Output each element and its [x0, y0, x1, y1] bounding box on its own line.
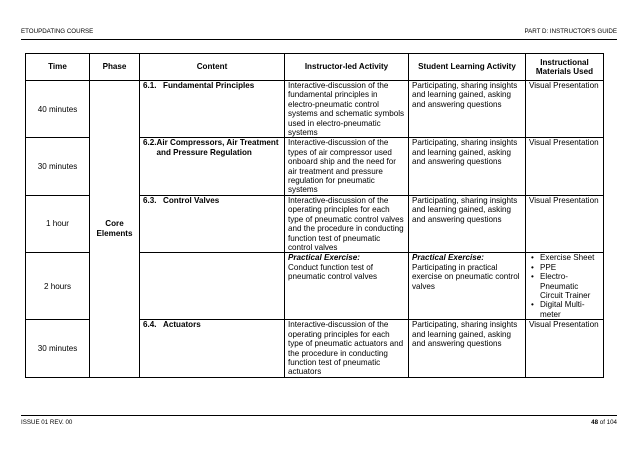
student-cell: Participating, sharing insights and learning gained, asking and answering questions: [409, 81, 526, 138]
materials-cell: Visual Presentation: [526, 320, 604, 377]
course-title: ETOUPDATING COURSE: [21, 28, 94, 35]
instructor-cell: [285, 253, 409, 320]
exercise-title: Practical Exercise:: [412, 253, 484, 263]
student-cell: Participating, sharing insights and learning gained, asking and answering questions: [409, 195, 526, 252]
content-title: Actuators: [163, 320, 201, 330]
time-cell: 30 minutes: [26, 138, 90, 195]
materials-cell: Visual Presentation: [526, 138, 604, 195]
content-cell: [140, 195, 285, 252]
content-title: Control Valves: [163, 195, 220, 205]
content-cell: [140, 81, 285, 138]
content-title: Air Compressors, Air Treatment and Pressure Regulation: [156, 138, 279, 157]
materials-cell: Visual Presentation: [526, 81, 604, 138]
col-instructor: Instructor-led Activity: [285, 54, 409, 81]
total-pages: of 104: [599, 419, 617, 426]
table-header-row: [26, 54, 604, 81]
list-item: • Electro-Pneumatic Circuit Trainer: [540, 272, 600, 300]
list-item: • PPE: [540, 263, 600, 272]
col-content: Content: [140, 54, 285, 81]
list-item: • Exercise Sheet: [540, 253, 600, 262]
exercise-title: Practical Exercise:: [288, 253, 360, 263]
content-cell: [140, 253, 285, 320]
col-time: Time: [26, 54, 90, 81]
content-cell: [140, 138, 285, 195]
materials-cell: Visual Presentation: [526, 195, 604, 252]
list-item: • Digital Multi-meter: [540, 300, 600, 319]
student-cell: Participating, sharing insights and learning gained, asking and answering questions: [409, 138, 526, 195]
instructor-cell: Interactive-discussion of the types of air compressor used onboard ship and the need for air treatment and pressure regulation for pneumatic systems: [285, 138, 409, 195]
instructor-cell: Interactive-discussion of the operating principles for each type of pneumatic actuators and the procedure in conducting function test of pneumatic actuators: [285, 320, 409, 377]
time-cell: 2 hours: [26, 253, 90, 320]
table-row: [26, 81, 604, 138]
materials-list: [529, 253, 600, 319]
content-cell: [140, 320, 285, 377]
current-page: 48: [591, 419, 599, 426]
student-cell: [409, 253, 526, 320]
content-title: Fundamental Principles: [163, 81, 255, 90]
content-number: 6.4.: [143, 320, 157, 330]
student-cell: Participating, sharing insights and learning gained, asking and answering questions: [409, 320, 526, 377]
time-cell: 1 hour: [26, 195, 90, 252]
guide-part: PART D: INSTRUCTOR'S GUIDE: [524, 28, 617, 35]
page-header: [21, 27, 617, 40]
phase-cell: Core Elements: [90, 81, 140, 378]
page-number: [591, 419, 617, 426]
time-cell: 30 minutes: [26, 320, 90, 377]
time-cell: 40 minutes: [26, 81, 90, 138]
content-number: 6.2.: [143, 138, 157, 148]
instructor-cell: Interactive-discussion of the operating principles for each type of pneumatic control valves and the procedure in conducting function test of pneumatic control valves: [285, 195, 409, 252]
col-phase: Phase: [90, 54, 140, 81]
page-footer: [21, 415, 617, 428]
instructor-cell: Interactive-discussion of the fundamental principles in electro-pneumatic control systems and schematic symbols used in electro-pneumatic systems: [285, 81, 409, 138]
materials-cell: [526, 253, 604, 320]
col-student: Student Learning Activity: [409, 54, 526, 81]
content-number: 6.1.: [143, 81, 157, 90]
exercise-text: Conduct function test of pneumatic control valves: [288, 262, 378, 282]
exercise-text: Participating in practical exercise on pneumatic control valves: [412, 262, 520, 291]
content-number: 6.3.: [143, 195, 157, 205]
lesson-plan-table: [25, 53, 604, 378]
issue-revision: ISSUE 01 REV. 00: [21, 419, 73, 426]
col-materials: Instructional Materials Used: [526, 54, 604, 81]
